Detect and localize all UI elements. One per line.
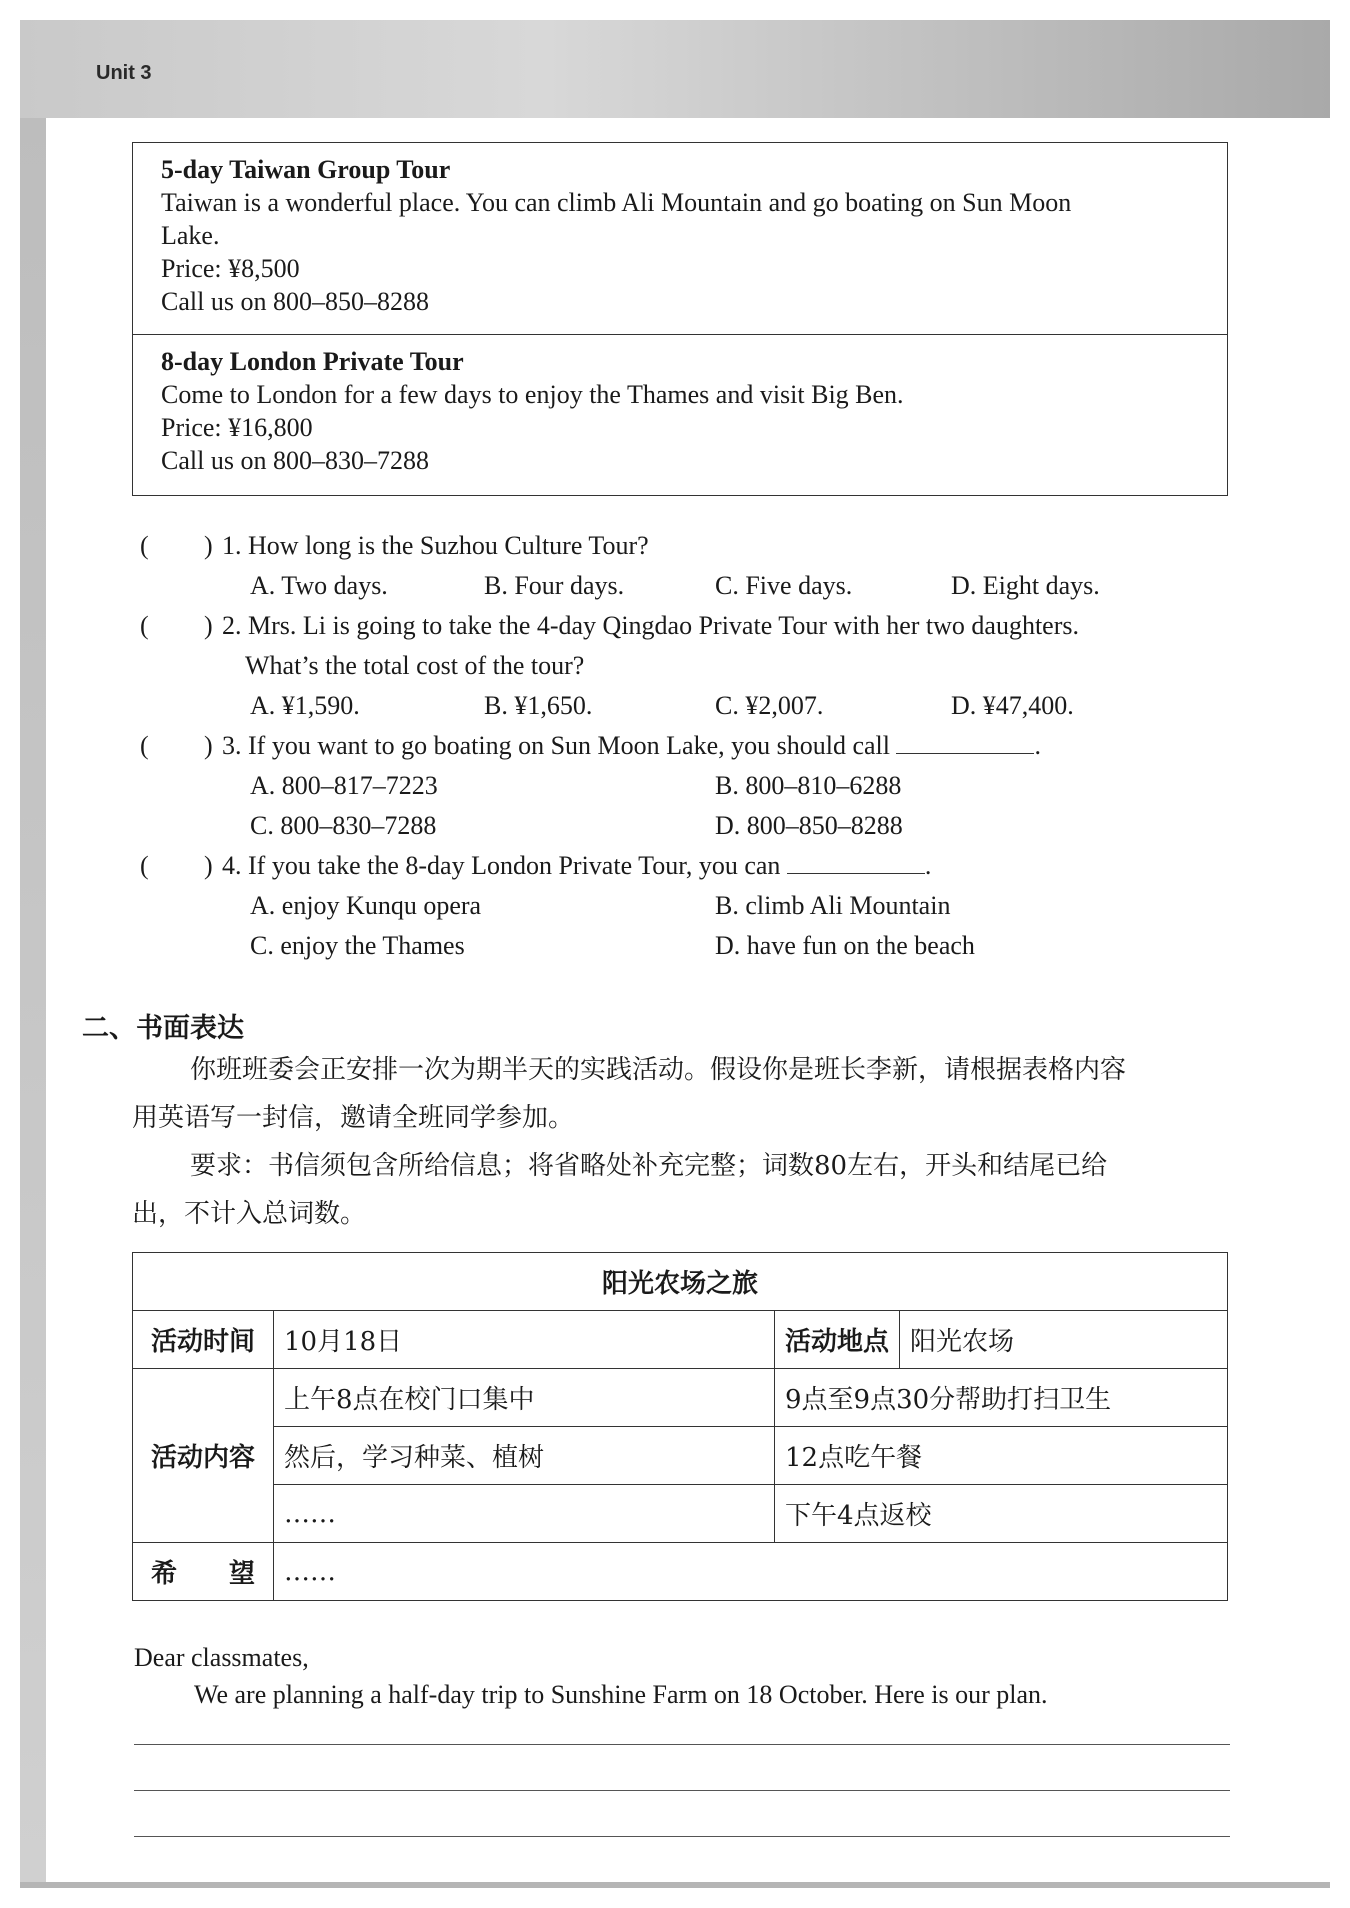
label-time: 活动时间 xyxy=(133,1311,274,1369)
option-c[interactable]: C. ¥2,007. xyxy=(715,691,824,720)
content-cell: 12点吃午餐 xyxy=(775,1427,1228,1485)
tour-phone: Call us on 800–830–7288 xyxy=(161,446,429,475)
option-d[interactable]: D. have fun on the beach xyxy=(715,931,975,960)
tour-title: 5-day Taiwan Group Tour xyxy=(161,155,451,184)
unit-label: Unit 3 xyxy=(96,62,152,84)
tour-price: Price: ¥8,500 xyxy=(161,254,300,283)
tour-title: 8-day London Private Tour xyxy=(161,347,464,376)
tour-desc: Taiwan is a wonderful place. You can climb Ali Mountain and go boating on Sun Moon xyxy=(161,188,1072,217)
question-text-cont: What’s the total cost of the tour? xyxy=(245,651,585,680)
option-b[interactable]: B. 800–810–6288 xyxy=(715,771,902,800)
content-cell: …… xyxy=(274,1485,775,1543)
letter-opening: We are planning a half-day trip to Sunshine Farm on 18 October. Here is our plan. xyxy=(194,1680,1048,1709)
letter-greeting: Dear classmates, xyxy=(134,1643,309,1672)
option-a[interactable]: A. 800–817–7223 xyxy=(250,771,438,800)
answer-paren-open[interactable]: ( xyxy=(140,531,149,560)
instruction-line: 用英语写一封信，邀请全班同学参加。 xyxy=(132,1103,575,1133)
instruction-line: 出，不计入总词数。 xyxy=(132,1199,367,1229)
activity-table xyxy=(132,1252,1228,1601)
question-end: . xyxy=(924,851,932,880)
option-a[interactable]: A. Two days. xyxy=(250,571,388,600)
answer-paren-open[interactable]: ( xyxy=(140,611,149,640)
option-d[interactable]: D. 800–850–8288 xyxy=(715,811,903,840)
table-title: 阳光农场之旅 xyxy=(133,1253,1228,1311)
option-a[interactable]: A. ¥1,590. xyxy=(250,691,360,720)
tour-card-taiwan xyxy=(132,142,1228,334)
option-b[interactable]: B. climb Ali Mountain xyxy=(715,891,951,920)
option-d[interactable]: D. Eight days. xyxy=(951,571,1100,600)
label-hope: 希 望 xyxy=(133,1543,274,1601)
answer-paren-close: ) xyxy=(204,731,213,760)
header-band xyxy=(20,20,1330,118)
question-text: 3. If you want to go boating on Sun Moon Lake, you should call xyxy=(222,731,890,760)
tour-phone: Call us on 800–850–8288 xyxy=(161,287,429,316)
question-text: 2. Mrs. Li is going to take the 4-day Qingdao Private Tour with her two daughters. xyxy=(222,611,1079,640)
content-cell: 9点至9点30分帮助打扫卫生 xyxy=(775,1369,1228,1427)
question-end: . xyxy=(1034,731,1041,760)
writing-line[interactable] xyxy=(134,1744,1230,1745)
instruction-line: 你班班委会正安排一次为期半天的实践活动。假设你是班长李新，请根据表格内容 xyxy=(190,1055,1127,1085)
page-edge xyxy=(20,118,46,1888)
content-cell: 下午4点返校 xyxy=(775,1485,1228,1543)
answer-paren-close: ) xyxy=(204,531,213,560)
label-place: 活动地点 xyxy=(775,1311,900,1369)
question-text: 4. If you take the 8-day London Private Tour, you can xyxy=(222,851,781,880)
answer-paren-close: ) xyxy=(204,611,213,640)
answer-blank[interactable] xyxy=(787,849,925,874)
tour-desc: Lake. xyxy=(161,221,220,250)
tour-price: Price: ¥16,800 xyxy=(161,413,313,442)
option-c[interactable]: C. Five days. xyxy=(715,571,853,600)
page-bottom-edge xyxy=(20,1882,1330,1888)
section-title: 二、书面表达 xyxy=(82,1013,244,1044)
answer-paren-close: ) xyxy=(204,851,213,880)
tour-card-london xyxy=(132,334,1228,496)
value-time: 10月18日 xyxy=(274,1311,775,1369)
value-hope: …… xyxy=(274,1543,1228,1601)
answer-paren-open[interactable]: ( xyxy=(140,731,149,760)
option-d[interactable]: D. ¥47,400. xyxy=(951,691,1074,720)
instruction-line: 要求：书信须包含所给信息；将省略处补充完整；词数80左右，开头和结尾已给 xyxy=(190,1151,1108,1181)
label-content: 活动内容 xyxy=(133,1369,274,1543)
value-place: 阳光农场 xyxy=(900,1311,1228,1369)
option-c[interactable]: C. 800–830–7288 xyxy=(250,811,437,840)
option-c[interactable]: C. enjoy the Thames xyxy=(250,931,465,960)
answer-paren-open[interactable]: ( xyxy=(140,851,149,880)
option-a[interactable]: A. enjoy Kunqu opera xyxy=(250,891,482,920)
writing-line[interactable] xyxy=(134,1790,1230,1791)
answer-blank[interactable] xyxy=(896,729,1034,754)
instruction-paragraph xyxy=(132,1046,1222,1238)
tour-desc: Come to London for a few days to enjoy the Thames and visit Big Ben. xyxy=(161,380,904,409)
writing-line[interactable] xyxy=(134,1836,1230,1837)
option-b[interactable]: B. ¥1,650. xyxy=(484,691,593,720)
content-cell: 上午8点在校门口集中 xyxy=(274,1369,775,1427)
content-cell: 然后，学习种菜、植树 xyxy=(274,1427,775,1485)
question-text: 1. How long is the Suzhou Culture Tour? xyxy=(222,531,649,560)
option-b[interactable]: B. Four days. xyxy=(484,571,625,600)
